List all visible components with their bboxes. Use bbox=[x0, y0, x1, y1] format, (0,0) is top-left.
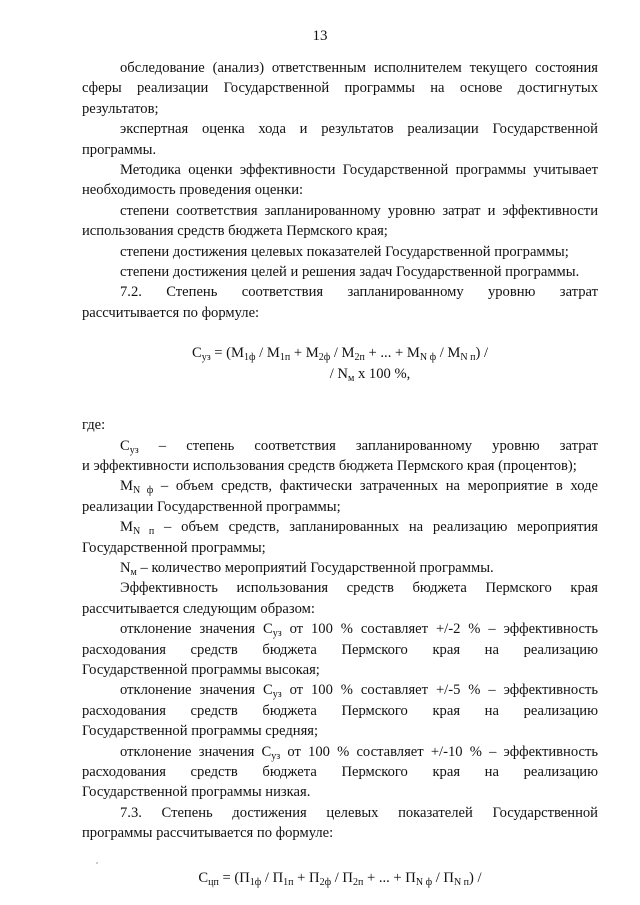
paragraph-7-3-line1: 7.3. Степень достижения целевых показателей Государственной bbox=[120, 804, 598, 821]
def-mnp-end: Государственной программы; bbox=[82, 539, 266, 556]
formula-scp: $С_{цп} = (П_{1ф} / П_{1п} + П_{2ф} / П_{2п}$ + ... + $П_{N ф} / П_{N п}$) / bbox=[198, 869, 482, 888]
def-mnf-end: реализации Государственной программы; bbox=[82, 498, 341, 515]
deviation-high-end: Государственной программы высокая; bbox=[82, 661, 320, 678]
deviation-low-line2: расходования средств бюджета Пермского края на реализацию bbox=[82, 764, 598, 780]
paragraph-efficiency-end: рассчитывается следующим образом: bbox=[82, 600, 315, 617]
def-mnf-line1: $М_{N ф}$ – объем средств, фактически затраченных на мероприятие в ходе bbox=[120, 478, 598, 497]
paragraph-7-3-end: программы рассчитывается по формуле: bbox=[82, 825, 334, 842]
deviation-medium-line1: отклонение значения $С_{уз}$ от 100 % составляет +/-5 % – эффективность bbox=[120, 682, 599, 701]
paragraph-expert-end: программы. bbox=[82, 141, 157, 158]
def-nm: $N_м$ – количество мероприятий Государственной программы. bbox=[120, 559, 494, 578]
deviation-high-line2: расходования средств бюджета Пермского края на реализацию bbox=[82, 641, 598, 658]
paragraph-degree-costs-end: использования средств бюджета Пермского края; bbox=[82, 223, 388, 240]
scan-speck bbox=[96, 862, 98, 864]
formula-suz-line1: $С_{уз} = (М_{1ф} / М_{1п} + М_{2ф} / М_{2п}$ + ... + $М_{N ф} / М_{N п}$) / bbox=[191, 345, 489, 364]
def-suz-line1: $С_{уз}$ – степень соответствия запланированному уровню затрат bbox=[120, 437, 598, 456]
paragraph-analysis-end: результатов; bbox=[82, 100, 159, 117]
paragraph-efficiency-line1: Эффективность использования средств бюджета Пермского края bbox=[120, 580, 598, 597]
deviation-high-line1: отклонение значения $С_{уз}$ от 100 % составляет +/-2 % – эффективность bbox=[120, 621, 599, 640]
paragraph-degree-indicators: степени достижения целевых показателей Государственной программы; bbox=[120, 243, 569, 260]
paragraph-7-2-end: рассчитывается по формуле: bbox=[82, 304, 260, 321]
document-body bbox=[82, 58, 598, 888]
deviation-medium-end: Государственной программы средняя; bbox=[82, 723, 319, 740]
paragraph-analysis-line1: обследование (анализ) ответственным исполнителем текущего состояния bbox=[120, 60, 598, 76]
paragraph-method-line1: Методика оценки эффективности Государственной программы учитывает bbox=[120, 162, 598, 179]
where-label: где: bbox=[82, 417, 106, 434]
paragraph-degree-goals: степени достижения целей и решения задач Государственной программы. bbox=[120, 264, 580, 281]
formula-suz-line2: / $N_м$ х 100 %, bbox=[329, 365, 411, 384]
paragraph-method-end: необходимость проведения оценки: bbox=[82, 182, 304, 199]
page-number: 13 bbox=[312, 28, 328, 44]
paragraph-analysis-line2: сферы реализации Государственной программы на основе достигнутых bbox=[82, 80, 598, 97]
paragraph-expert-line1: экспертная оценка хода и результатов реализации Государственной bbox=[120, 121, 598, 138]
deviation-low-end: Государственной программы низкая. bbox=[82, 784, 311, 801]
paragraph-7-2-line1: 7.2. Степень соответствия запланированному уровню затрат bbox=[120, 284, 598, 301]
deviation-medium-line2: расходования средств бюджета Пермского края на реализацию bbox=[82, 702, 598, 719]
deviation-low-line1: отклонение значения $С_{уз}$ от 100 % составляет +/-10 % – эффективность bbox=[120, 743, 598, 762]
paragraph-degree-costs-line1: степени соответствия запланированному уровню затрат и эффективности bbox=[120, 202, 598, 219]
def-suz-end: и эффективности использования средств бюджета Пермского края (процентов); bbox=[82, 457, 577, 474]
def-mnp-line1: $М_{N п}$ – объем средств, запланированных на реализацию мероприятия bbox=[120, 519, 598, 538]
